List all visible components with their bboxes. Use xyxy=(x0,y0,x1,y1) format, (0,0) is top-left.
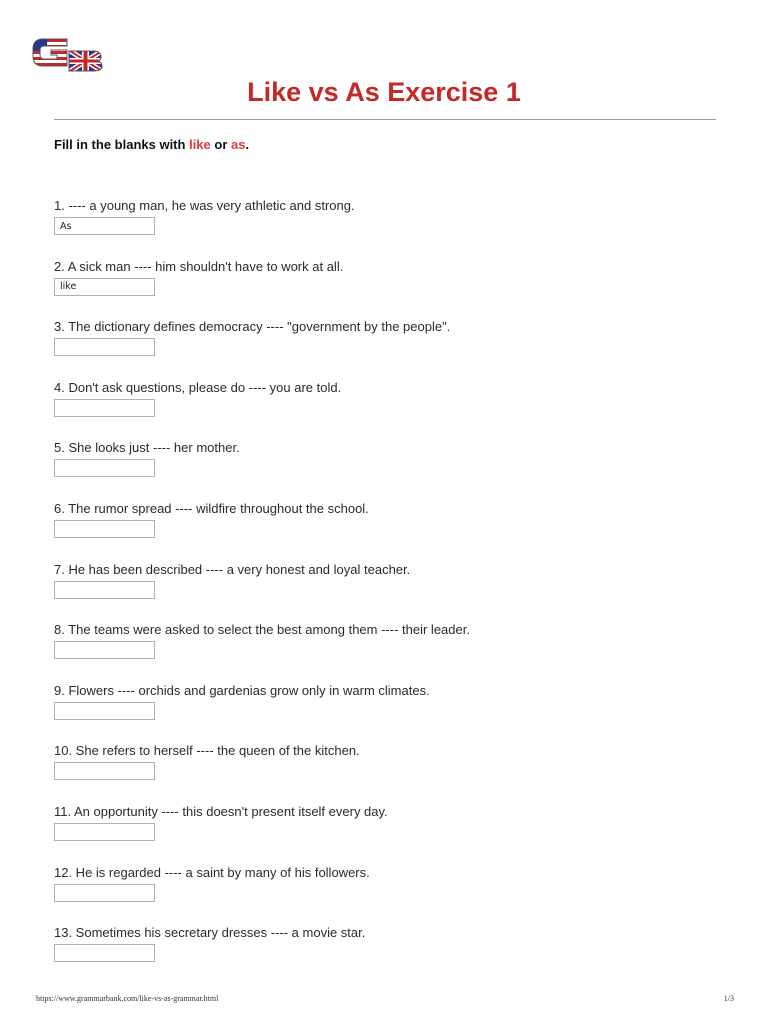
answer-input[interactable] xyxy=(54,338,155,356)
question-text: 2. A sick man ---- him shouldn't have to work at all. xyxy=(54,258,344,274)
option-as: as xyxy=(231,137,246,152)
question-text: 4. Don't ask questions, please do ---- you are told. xyxy=(54,379,342,395)
question-item xyxy=(54,197,734,258)
page-number: 1/3 xyxy=(723,994,734,1003)
question-item xyxy=(54,318,734,379)
question-item xyxy=(54,621,734,682)
question-item xyxy=(54,742,734,803)
question-text: 10. She refers to herself ---- the queen of the kitchen. xyxy=(54,743,360,759)
instructions-suffix: . xyxy=(245,137,250,152)
question-item xyxy=(54,258,734,319)
question-text: 9. Flowers ---- orchids and gardenias grow only in warm climates. xyxy=(54,682,430,698)
question-item xyxy=(54,924,734,985)
grammarbank-logo-icon xyxy=(29,35,103,72)
option-like: like xyxy=(189,137,211,152)
question-item xyxy=(54,500,734,561)
question-item xyxy=(54,439,734,500)
footer-url: https://www.grammarbank.com/like-vs-as-grammar.html xyxy=(36,994,219,1003)
answer-input[interactable] xyxy=(54,217,155,235)
answer-input[interactable] xyxy=(54,702,155,720)
answer-input[interactable] xyxy=(54,641,155,659)
answer-input[interactable] xyxy=(54,884,155,902)
question-text: 5. She looks just ---- her mother. xyxy=(54,440,240,456)
question-text: 3. The dictionary defines democracy ---- "government by the people". xyxy=(54,319,451,335)
question-text: 8. The teams were asked to select the best among them ---- their leader. xyxy=(54,622,470,638)
question-text: 7. He has been described ---- a very honest and loyal teacher. xyxy=(54,561,411,577)
answer-input[interactable] xyxy=(54,944,155,962)
question-item xyxy=(54,864,734,925)
question-list xyxy=(54,197,734,985)
question-item xyxy=(54,379,734,440)
question-text: 13. Sometimes his secretary dresses ---- a movie star. xyxy=(54,925,366,941)
title-divider xyxy=(54,119,716,120)
question-text: 11. An opportunity ---- this doesn't present itself every day. xyxy=(54,803,388,819)
question-item xyxy=(54,682,734,743)
answer-input[interactable] xyxy=(54,823,155,841)
question-text: 6. The rumor spread ---- wildfire throughout the school. xyxy=(54,500,369,516)
question-text: 1. ---- a young man, he was very athletic and strong. xyxy=(54,198,355,213)
answer-input[interactable] xyxy=(54,278,155,296)
instructions xyxy=(54,137,249,152)
page-title: Like vs As Exercise 1 xyxy=(247,77,521,107)
instructions-prefix: Fill in the blanks with xyxy=(54,137,190,152)
question-item xyxy=(54,561,734,622)
question-item xyxy=(54,803,734,864)
question-text: 12. He is regarded ---- a saint by many of his followers. xyxy=(54,864,370,880)
answer-input[interactable] xyxy=(54,399,155,417)
answer-input[interactable] xyxy=(54,581,155,599)
answer-input[interactable] xyxy=(54,762,155,780)
instructions-middle: or xyxy=(210,137,231,152)
answer-input[interactable] xyxy=(54,459,155,477)
answer-input[interactable] xyxy=(54,520,155,538)
